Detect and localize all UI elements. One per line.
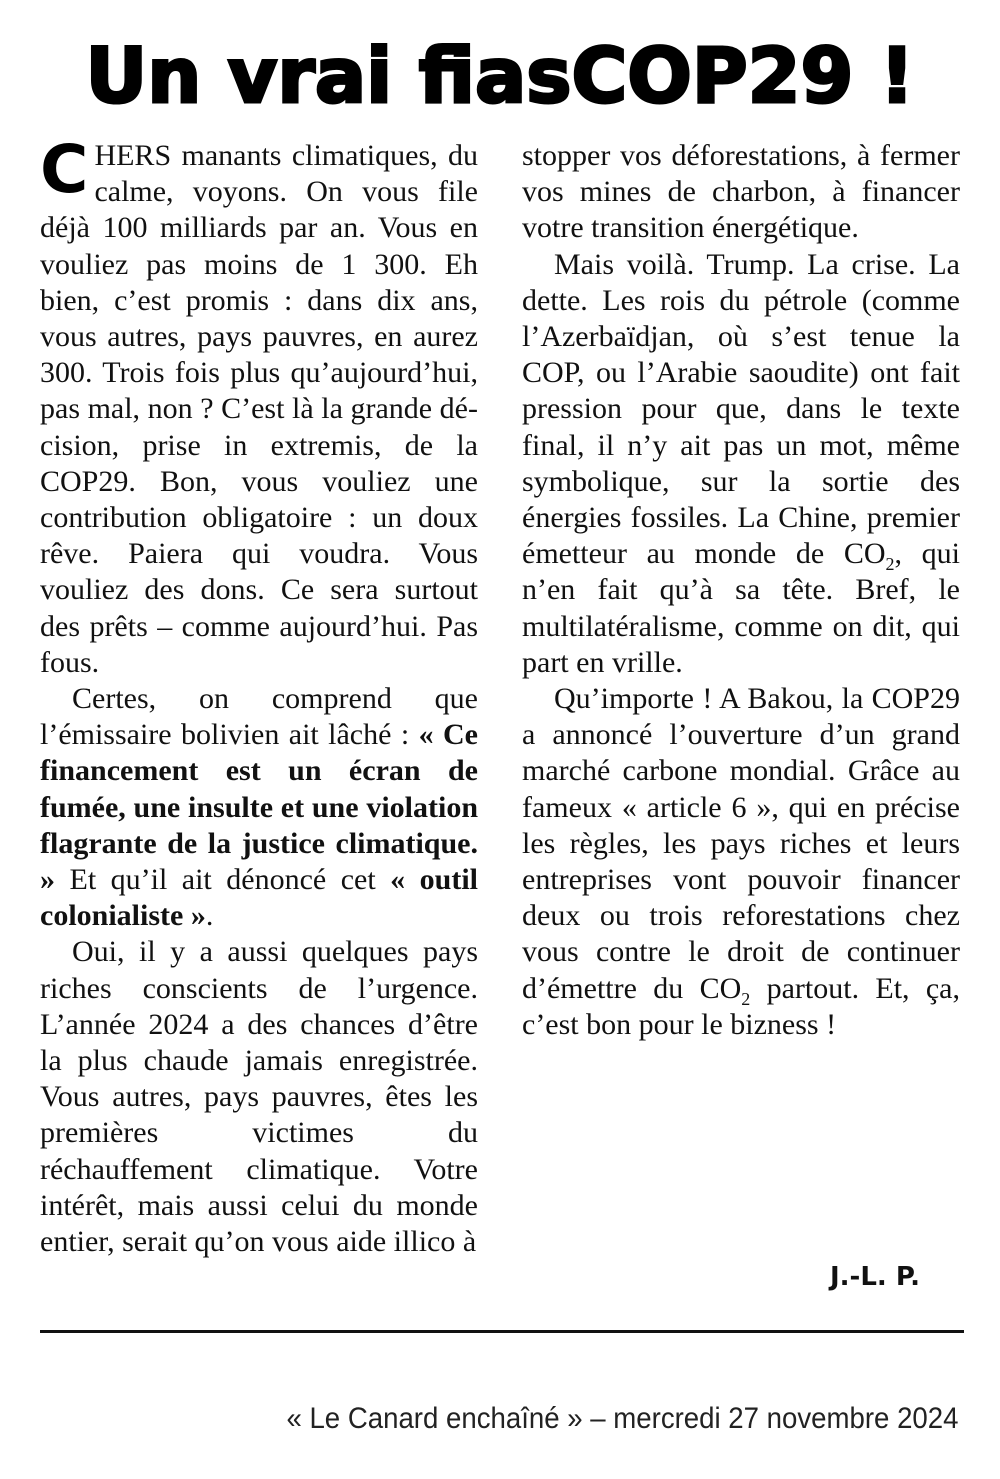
- paragraph-4-end: , qui n’en fait qu’à sa tête. Bref, le multilatéralisme, comme on dit, qui part en vrille.: [522, 537, 960, 679]
- drop-cap: C: [40, 131, 89, 208]
- paragraph-4: [522, 247, 960, 681]
- co2-subscript: 2: [885, 554, 895, 575]
- co2-subscript-2: 2: [741, 988, 751, 1009]
- paragraph-2: [40, 681, 478, 934]
- quote-bold-2: « outil colonialiste »: [40, 863, 478, 933]
- paragraph-4-lead: Mais voilà. Trump. La crise. La dette. Les rois du pétrole (comme l’Azerbaïdjan, où s’est tenue la COP, ou l’Arabie saoudite) ont fait pression pour que, dans le texte final, il n’y ait pas un mot, même symbolique, sur la sortie des énergies fossiles. La Chine, premier émetteur au monde de CO: [522, 247, 960, 571]
- source-credit: « Le Canard enchaîné » – mercredi 27 novembre 2024: [285, 1402, 958, 1435]
- paragraph-3: Oui, il y a aussi quelques pays riches conscients de l’urgence. L’année 2024 a des chances d’être la plus chaude jamais enregistrée. Vous autres, pays pauvres, êtes les premières victimes du réchauffement climatique. Votre intérêt, mais aussi celui du monde entier, serait qu’on vous aide illico à: [40, 935, 478, 1259]
- author-signature: J.-L. P.: [830, 1262, 920, 1292]
- paragraph-2-end: .: [205, 899, 214, 933]
- paragraph-2-middle: Et qu’il ait dénoncé cet: [55, 863, 391, 897]
- paragraph-5-lead: Qu’importe ! A Bakou, la COP29 a annoncé l’ouverture d’un grand marché carbone mondial. Grâce au fameux « article 6 », qui en précise les règles, les pays riches et leurs entreprises vont pouvoir financer deux ou trois reforestations chez vous contre le droit de continuer d’émettre du CO: [522, 682, 960, 1005]
- paragraph-5-end: partout. Et, ça, c’est bon pour le bizness !: [522, 971, 960, 1041]
- paragraph-1: [40, 131, 478, 681]
- paragraph-5: [522, 681, 960, 1043]
- quote-bold-1: « Ce financement est un écran de fumée, une insulte et une violation flagrante de la justice climatique. »: [40, 718, 479, 897]
- paragraph-3-continued: stopper vos déforestations, à fermer vos mines de charbon, à financer votre transition énergétique.: [522, 139, 960, 245]
- paragraph-2-lead: Certes, on comprend que l’émissaire bolivien ait lâché :: [40, 682, 478, 752]
- paragraph-1-text: HERS manants climatiques, du calme, voyons. On vous file déjà 100 milliards par an. Vous en vouliez pas moins de 1 300. Eh bien, c’est promis : dans dix ans, vous autres, pays pauvres, en aurez 300. Trois fois plus qu’aujourd’hui, pas mal, non ? C’est là la grande décision, prise in extremis, de la COP29. Bon, vous vouliez une contribution obligatoire : un doux rêve. Paiera qui voudra. Vous vouliez des dons. Ce sera surtout des prêts – comme aujourd’hui. Pas fous.: [40, 139, 478, 679]
- article-column-right: [522, 138, 960, 1043]
- footer-divider: [40, 1330, 964, 1333]
- headline: Un vrai fiasCOP29 !: [85, 31, 915, 120]
- article-column-left: [40, 131, 479, 1260]
